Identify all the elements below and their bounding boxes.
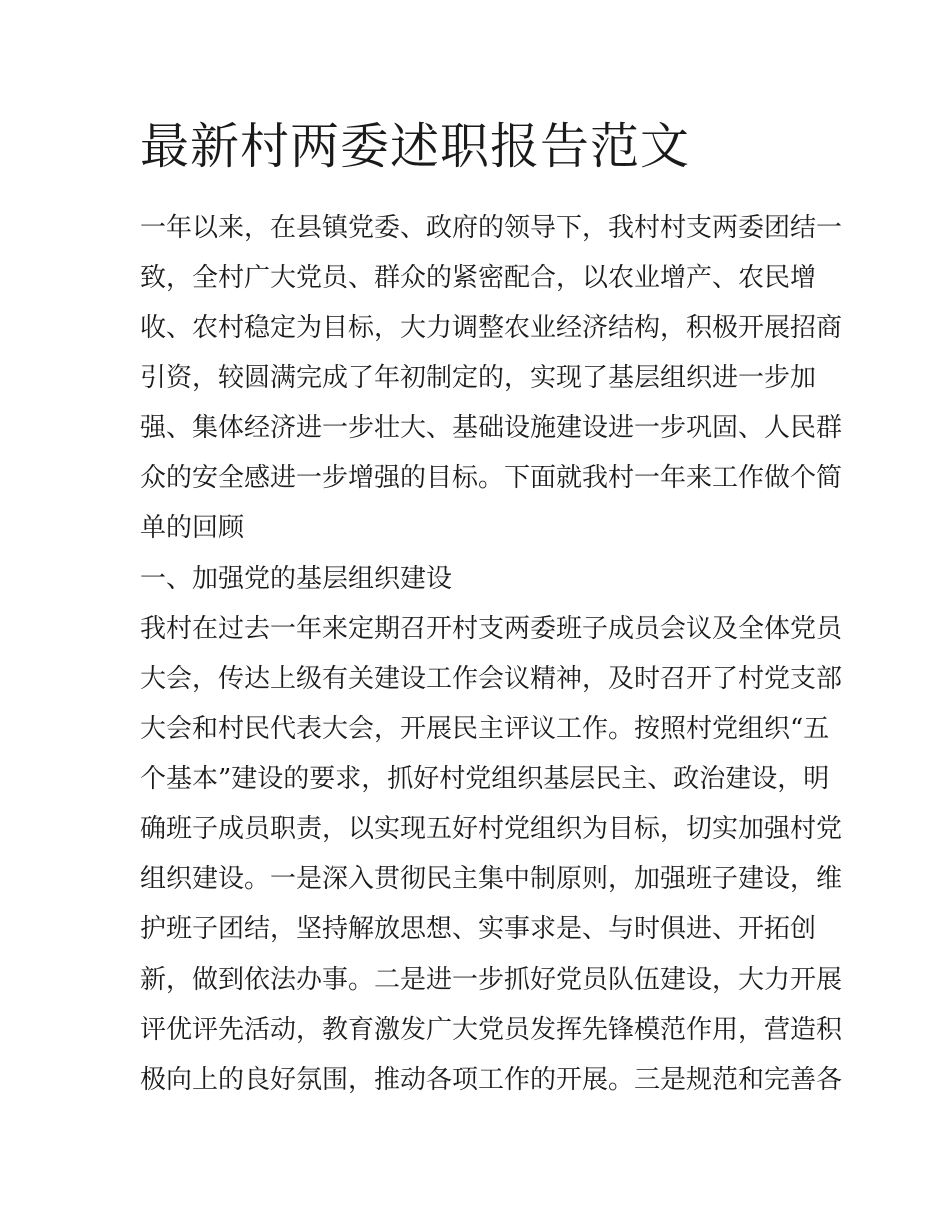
body-line: 致，全村广大党员、群众的紧密配合，以农业增产、农民增 xyxy=(140,263,817,293)
body-line: 新，做到依法办事。二是进一步抓好党员队伍建设，大力开展 xyxy=(140,965,843,995)
section-heading: 一、加强党的基层组织建设 xyxy=(140,564,453,594)
body-line: 护班子团结，坚持解放思想、实事求是、与时俱进、开拓创 xyxy=(140,914,817,944)
body-line: 我村在过去一年来定期召开村支两委班子成员会议及全体党员 xyxy=(140,614,843,644)
body-line: 个基本”建设的要求，抓好村党组织基层民主、政治建设，明 xyxy=(140,764,830,794)
body-line: 引资，较圆满完成了年初制定的，实现了基层组织进一步加 xyxy=(140,363,817,393)
body-line: 大会，传达上级有关建设工作会议精神，及时召开了村党支部 xyxy=(140,664,843,694)
document-title: 最新村两委述职报告范文 xyxy=(140,118,691,175)
body-line: 众的安全感进一步增强的目标。下面就我村一年来工作做个简 xyxy=(140,463,843,493)
body-line: 确班子成员职责，以实现五好村党组织为目标，切实加强村党 xyxy=(140,814,843,844)
body-line: 强、集体经济进一步壮大、基础设施建设进一步巩固、人民群 xyxy=(140,413,843,443)
body-line: 单的回顾 xyxy=(140,513,245,543)
body-line: 大会和村民代表大会，开展民主评议工作。按照村党组织“五 xyxy=(140,714,830,744)
body-line: 组织建设。一是深入贯彻民主集中制原则，加强班子建设，维 xyxy=(140,864,843,894)
body-line: 极向上的良好氛围，推动各项工作的开展。三是规范和完善各 xyxy=(140,1065,843,1095)
body-line: 一年以来，在县镇党委、政府的领导下，我村村支两委团结一 xyxy=(140,213,843,243)
body-line: 收、农村稳定为目标，大力调整农业经济结构，积极开展招商 xyxy=(140,313,843,343)
body-line: 评优评先活动，教育激发广大党员发挥先锋模范作用，营造积 xyxy=(140,1015,843,1045)
